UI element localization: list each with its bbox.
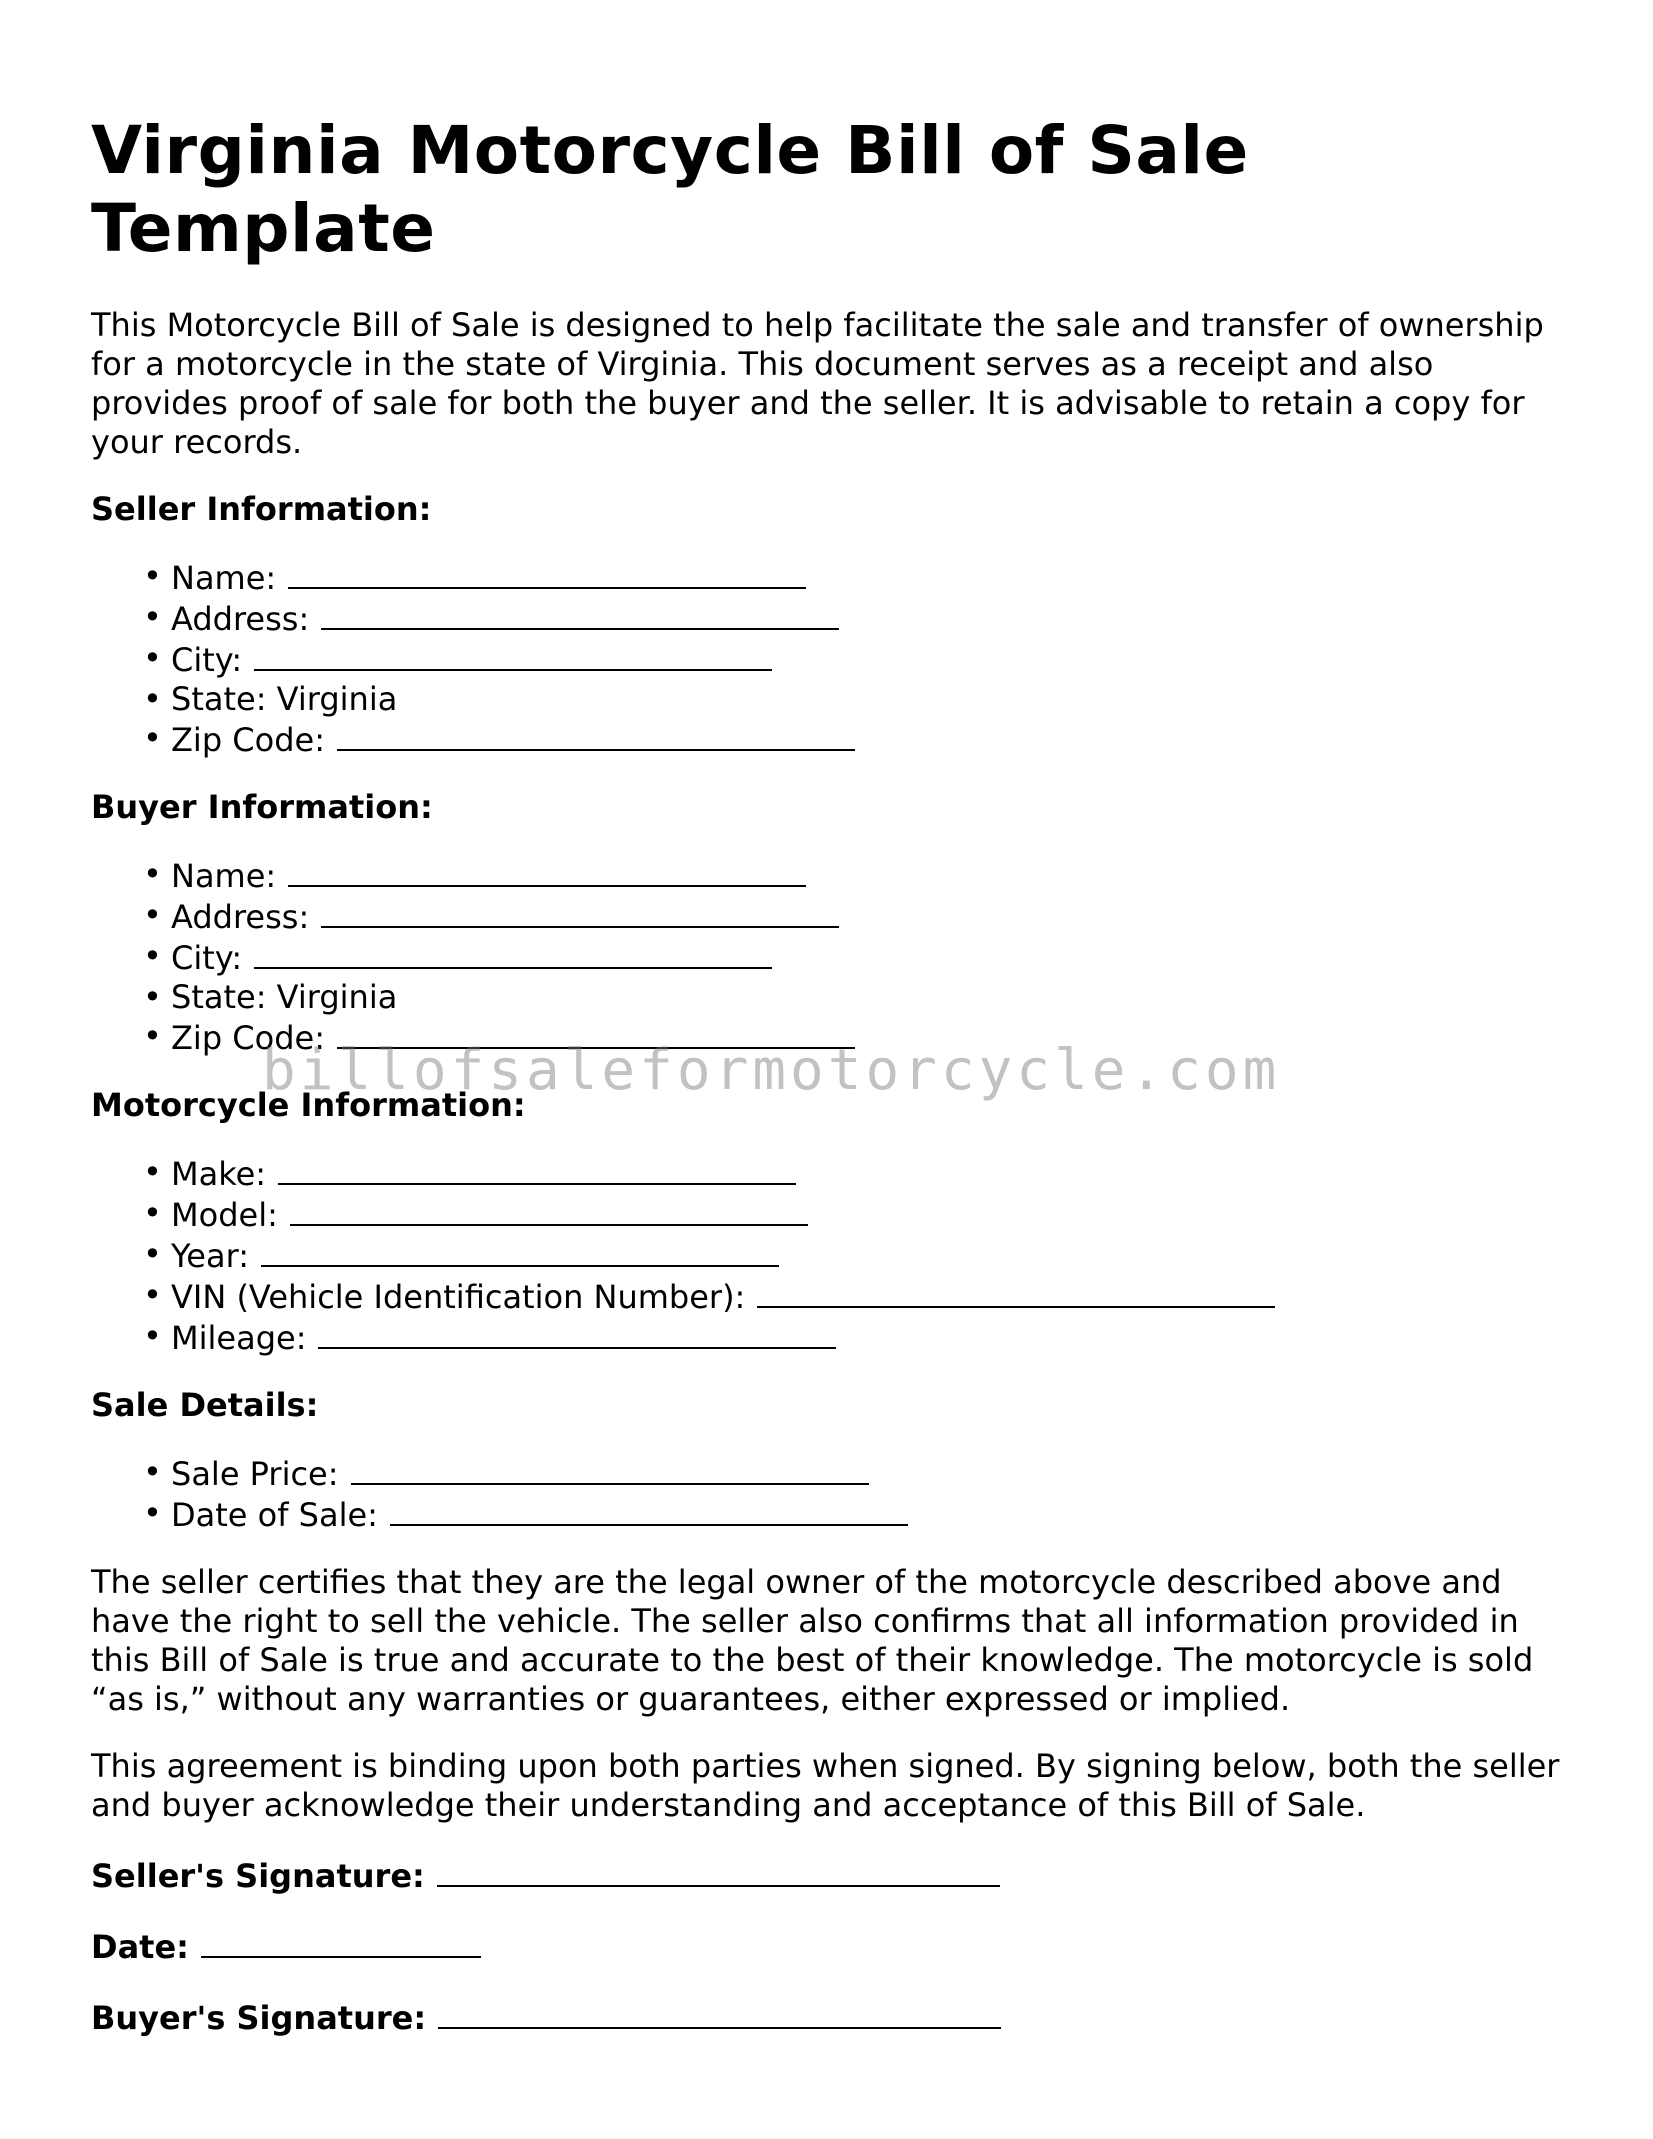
list-item [143,557,1571,598]
seller-address-field[interactable] [321,598,839,630]
model-field[interactable] [290,1194,808,1226]
buyer-state-label: State: Virginia [171,978,398,1016]
bullet: • [143,680,162,718]
buyer-name-field[interactable] [288,855,806,887]
watermark: billofsaleformotorcycle.com [262,1038,1281,1103]
buyer-zip-field[interactable] [337,1017,855,1049]
seller-state-label: State: Virginia [171,680,398,718]
seller-signature-field[interactable] [437,1855,1000,1887]
signature-date-field[interactable] [201,1926,481,1958]
sale-heading: Sale Details: [91,1386,319,1424]
bullet: • [143,1453,162,1491]
sale-price-label: Sale Price: [171,1455,339,1493]
buyer-city-label: City: [171,939,243,977]
buyer-signature-row [91,1997,1571,2038]
list-item [143,1194,1571,1235]
list-item [143,1153,1571,1194]
seller-zip-field[interactable] [337,719,855,751]
bullet: • [143,639,162,677]
bullet: • [143,896,162,934]
list-item [143,1453,1571,1494]
buyer-heading: Buyer Information: [91,788,433,826]
seller-signature-row [91,1855,1571,1896]
seller-zip-label: Zip Code: [171,721,325,759]
make-label: Make: [171,1155,267,1193]
bullet: • [143,855,162,893]
bullet: • [143,1194,162,1232]
seller-address-label: Address: [171,600,310,638]
bullet: • [143,1317,162,1355]
intro-paragraph: This Motorcycle Bill of Sale is designed to help facilitate the sale and transfer of ownership for a motorcycle in the state of Virginia. This document serves as a receipt and also provides proof of sale for both the buyer and the seller. It is advisable to retain a copy for your records. [91,306,1544,461]
seller-name-field[interactable] [288,557,806,589]
page-title: Virginia Motorcycle Bill of Sale Template [91,112,1249,267]
bullet: • [143,937,162,975]
year-field[interactable] [261,1235,779,1267]
bullet: • [143,978,162,1016]
model-label: Model: [171,1196,278,1234]
list-item [143,896,1571,937]
sale-date-label: Date of Sale: [171,1496,378,1534]
list-item [143,719,1571,760]
bullet: • [143,557,162,595]
bullet: • [143,1276,162,1314]
seller-name-label: Name: [171,559,277,597]
bullet: • [143,1153,162,1191]
bullet: • [143,598,162,636]
buyer-list [91,855,1571,1058]
list-item [143,1494,1571,1535]
seller-city-field[interactable] [254,639,772,671]
year-label: Year: [171,1237,249,1275]
list-item [143,1235,1571,1276]
document-page [91,112,1571,2038]
buyer-signature-label: Buyer's Signature: [91,1999,427,2037]
certification-paragraph: The seller certifies that they are the legal owner of the motorcycle described above and have the right to sell the vehicle. The seller also confirms that all information provided in this Bill of Sale is true and accurate to the best of their knowledge. The motorcycle is sold “as is,” without any warranties or guarantees, either expressed or implied. [91,1563,1534,1718]
list-item [143,1017,1571,1058]
mileage-field[interactable] [318,1317,836,1349]
sale-price-field[interactable] [351,1453,869,1485]
buyer-city-field[interactable] [254,937,772,969]
list-item [143,937,1571,978]
buyer-signature-field[interactable] [438,1997,1001,2029]
motorcycle-list [91,1153,1571,1358]
bullet: • [143,1494,162,1532]
sale-list [91,1453,1571,1535]
agreement-paragraph: This agreement is binding upon both parties when signed. By signing below, both the seller and buyer acknowledge their understanding and acceptance of this Bill of Sale. [91,1747,1560,1824]
seller-list [91,557,1571,760]
buyer-address-label: Address: [171,898,310,936]
bullet: • [143,1017,162,1055]
signature-date-row [91,1926,1571,1967]
seller-signature-label: Seller's Signature: [91,1857,425,1895]
list-item [143,855,1571,896]
list-item [143,978,1571,1017]
make-field[interactable] [278,1153,796,1185]
bullet: • [143,719,162,757]
seller-heading: Seller Information: [91,490,432,528]
buyer-name-label: Name: [171,857,277,895]
signature-date-label: Date: [91,1928,189,1966]
sale-date-field[interactable] [390,1494,908,1526]
vin-label: VIN (Vehicle Identification Number): [171,1278,746,1316]
list-item [143,639,1571,680]
motorcycle-heading: Motorcycle Information: [91,1086,526,1124]
buyer-zip-label: Zip Code: [171,1019,325,1057]
list-item [143,598,1571,639]
seller-city-label: City: [171,641,243,679]
bullet: • [143,1235,162,1273]
mileage-label: Mileage: [171,1319,307,1357]
list-item [143,680,1571,719]
list-item [143,1276,1571,1317]
vin-field[interactable] [757,1276,1275,1308]
buyer-address-field[interactable] [321,896,839,928]
list-item [143,1317,1571,1358]
